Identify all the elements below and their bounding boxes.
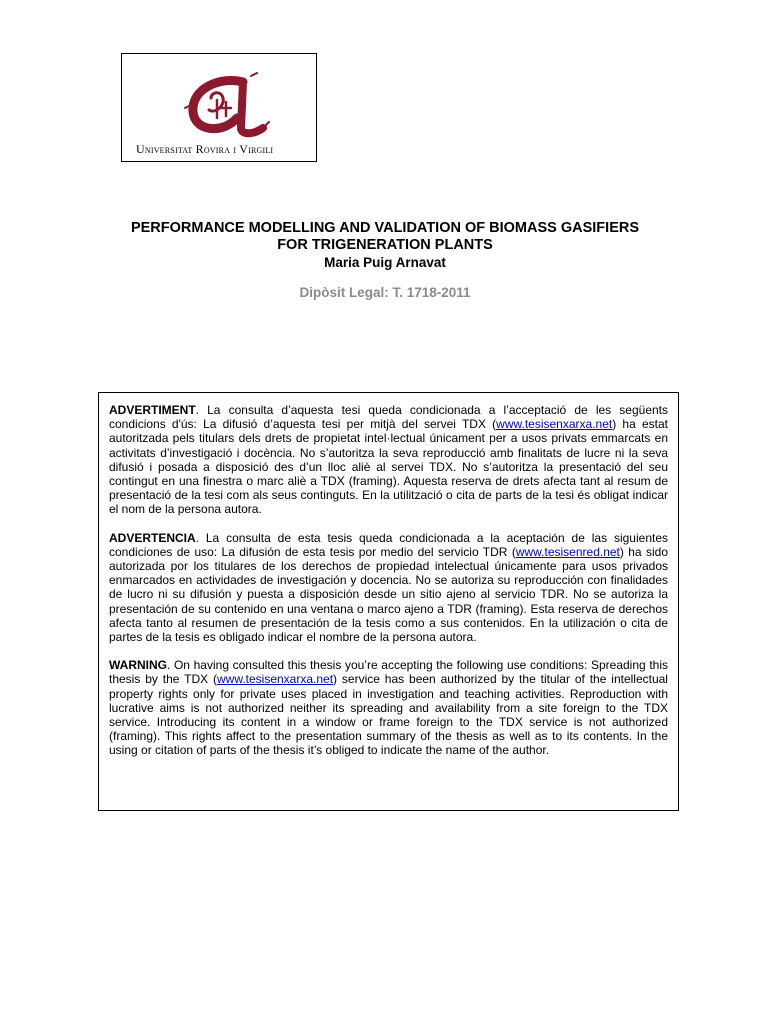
- urv-logo-icon: [181, 70, 271, 140]
- notice-catalan: [109, 403, 668, 517]
- notice-catalan-text-start: . La consulta d’aquesta tesi queda condicionada a l’acceptació de les següents condicions d'ús: La difusió d’aquesta tesi per mitjà del servei TDX (: [109, 403, 668, 432]
- tdr-link[interactable]: www.tesisenred.net: [515, 544, 620, 559]
- university-name: Universitat Rovira i Virgili: [136, 142, 274, 156]
- university-logo-box: [121, 53, 317, 162]
- thesis-title-line-1: PERFORMANCE MODELLING AND VALIDATION OF BIOMASS GASIFIERS: [130, 220, 640, 236]
- notice-catalan-heading: ADVERTIMENT: [109, 403, 196, 417]
- thesis-title-line-2: FOR TRIGENERATION PLANTS: [277, 237, 493, 253]
- notice-spanish-text-end: ) ha sido autorizada por los titulares de los derechos de propiedad intelectual únicamente para usos privados enmarcados en actividades de investigación y docencia. No se autoriza su reproducción con finalidades de lucro ni su difusión y puesta a disposición desde un sitio ajeno al servicio TDR. No se autoriza la presentación de su contenido en una ventana o marco ajeno a TDR (framing). Esta reserva de derechos afecta tanto al resumen de presentación de la tesis como a sus contenidos. En la utilización o cita de partes de la tesis es obligado indicar el nombre de la persona autora.: [109, 544, 668, 645]
- tdx-link[interactable]: www.tesisenxarxa.net: [496, 417, 613, 432]
- notice-english-text-start: . On having consulted this thesis you’re accepting the following use conditions: Spreading this thesis by the TDX (: [109, 658, 668, 687]
- notice-english: [109, 658, 668, 757]
- thesis-author: Maria Puig Arnavat: [324, 255, 446, 270]
- notice-english-heading: WARNING: [109, 658, 167, 673]
- notice-english-text-end: ) service has been authorized by the titular of the intellectual property rights only for private uses placed in investigation and teaching activities. Reproduction with lucrative aims is not authorized neither its spreading and availability from a site foreign to the TDX service. Introducing its content in a window or frame foreign to the TDX service is not authorized (framing). This rights affect to the presentation summary of the thesis as well as to its contents. In the using or citation of parts of the thesis it’s obliged to indicate the name of the author.: [109, 672, 668, 758]
- notice-catalan-text-end: ) ha estat autoritzada pels titulars dels drets de propietat intel·lectual únicament per a usos privats emmarcats en activitats d’investigació i docència. No s’autoritza la seva reproducció amb finalitats de lucre ni la seva difusió i posada a disposició des d’un lloc aliè al servei TDX. No s’autoritza la presentació del seu contingut en una finestra o marc aliè a TDX (framing). Aquesta reserva de drets afecta tant al resum de presentació de la tesi com als seus continguts. En la utilització o cita de parts de la tesi és obligat indicar el nom de la persona autora.: [109, 417, 668, 517]
- notice-spanish: [109, 531, 668, 645]
- legal-deposit: Dipòsit Legal: T. 1718-2011: [299, 285, 471, 300]
- tdx-link-english[interactable]: www.tesisenxarxa.net: [216, 672, 334, 687]
- notice-spanish-heading: ADVERTENCIA: [109, 530, 196, 545]
- notice-spanish-text-start: . La consulta de esta tesis queda condicionada a la aceptación de las siguientes condiciones de uso: La difusión de esta tesis por medio del servicio TDR (: [109, 530, 668, 559]
- usage-notice-box: [98, 392, 679, 811]
